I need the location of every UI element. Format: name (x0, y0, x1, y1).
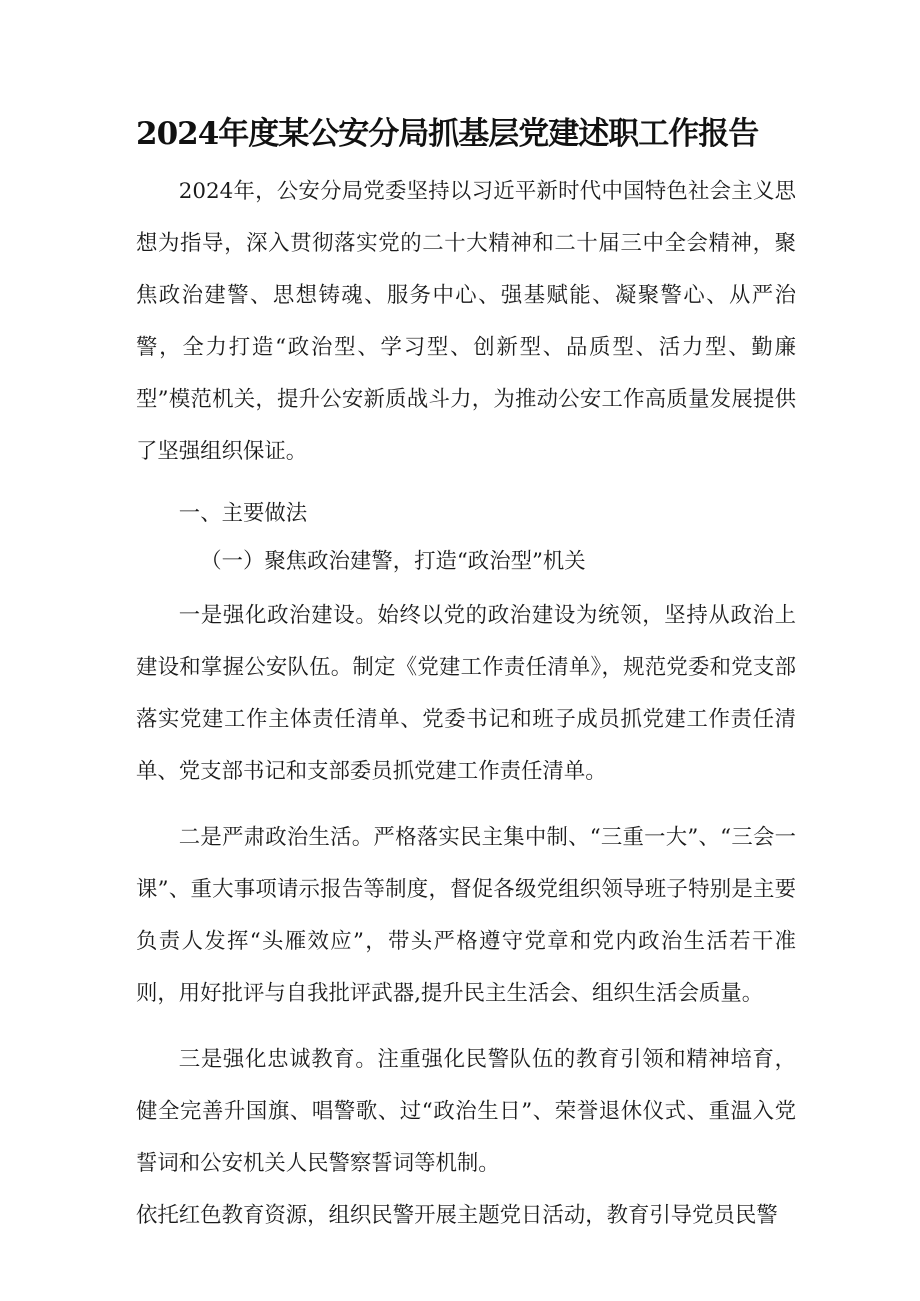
point-paragraph-1: 一是强化政治建设。始终以党的政治建设为统领，坚持从政治上建设和掌握公安队伍。制定《党建工作责任清单》，规范党委和党支部落实党建工作主体责任清单、党委书记和班子成员抓党建工作责任清单、党支部书记和支部委员抓党建工作责任清单。 (136, 603, 796, 784)
document-title: 2024年度某公安分局抓基层党建述职工作报告 (136, 116, 759, 152)
section-heading: 一、主要做法 (178, 501, 308, 526)
point-paragraph-3-continued: 依托红色教育资源，组织民警开展主题党日活动，教育引导党员民警 (136, 1203, 778, 1228)
point-paragraph-2: 二是严肃政治生活。严格落实民主集中制、“三重一大”、“三会一课”、重大事项请示报告等制度，督促各级党组织领导班子特别是主要负责人发挥“头雁效应”，带头严格遵守党章和党内政治生活若干准则，用好批评与自我批评武器,提升民主生活会、组织生活会质量。 (136, 825, 796, 1006)
subsection-heading: （一）聚焦政治建警，打造“政治型”机关 (200, 549, 586, 574)
point-paragraph-3: 三是强化忠诚教育。注重强化民警队伍的教育引领和精神培育，健全完善升国旗、唱警歌、过“政治生日”、荣誉退休仪式、重温入党誓词和公安机关人民警察誓词等机制。 (136, 1047, 796, 1176)
intro-paragraph: 2024年，公安分局党委坚持以习近平新时代中国特色社会主义思想为指导，深入贯彻落实党的二十大精神和二十届三中全会精神，聚焦政治建警、思想铸魂、服务中心、强基赋能、凝聚警心、从严治警，全力打造“政治型、学习型、创新型、品质型、活力型、勤廉型”模范机关，提升公安新质战斗力，为推动公安工作高质量发展提供了坚强组织保证。 (136, 179, 796, 464)
document-body (136, 166, 796, 1242)
